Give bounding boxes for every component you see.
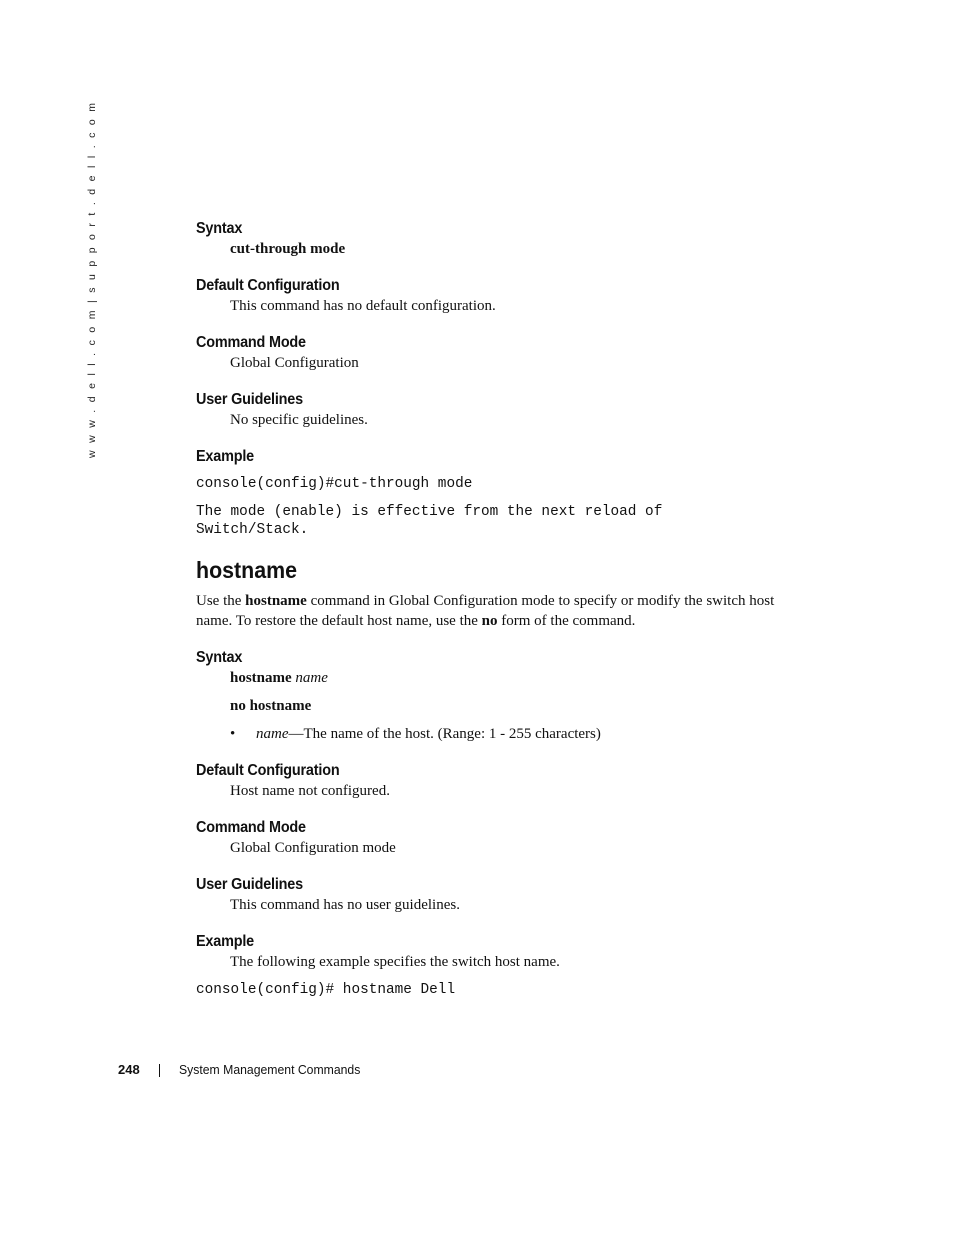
default-config-heading: Default Configuration [196,277,340,294]
hostname-default-heading: Default Configuration [196,762,340,779]
page-content [196,219,806,999]
hostname-guidelines-value: This command has no user guidelines. [230,897,460,913]
parameter-list-item: • name—The name of the host. (Range: 1 - 255 characters) [230,726,601,742]
hostname-intro: Use the hostname command in Global Configuration mode to specify or modify the switch host name. To restore the default host name, use the no form of the command. [196,593,775,629]
syntax-heading: Syntax [196,220,243,237]
hostname-mode-value: Global Configuration mode [230,840,396,856]
hostname-syntax-no: no hostname [230,698,312,714]
example-code-output: The mode (enable) is effective from the next reload of Switch/Stack. [196,504,663,538]
hostname-default-value: Host name not configured. [230,783,390,799]
user-guidelines-value: No specific guidelines. [230,412,368,428]
footer-divider [159,1064,160,1077]
side-url-tab [86,100,106,460]
command-mode-heading: Command Mode [196,334,306,351]
side-url-text: w w w . d e l l . c o m | s u p p o r t . d e l l . c o m [86,100,98,458]
example-code-line: console(config)#cut-through mode [196,476,473,492]
section-title-hostname: hostname [196,557,298,583]
syntax-value: cut-through mode [230,241,346,257]
chapter-title: System Management Commands [179,1062,361,1077]
command-mode-value: Global Configuration [230,355,359,371]
page-footer [118,1061,372,1079]
default-config-value: This command has no default configuration. [230,298,496,314]
user-guidelines-heading: User Guidelines [196,391,303,408]
page-number: 248 [118,1062,140,1077]
hostname-mode-heading: Command Mode [196,819,306,836]
hostname-syntax-heading: Syntax [196,649,243,666]
hostname-example-code: console(config)# hostname Dell [196,982,456,998]
example-heading: Example [196,448,254,465]
hostname-example-heading: Example [196,933,254,950]
hostname-guidelines-heading: User Guidelines [196,876,303,893]
hostname-syntax-command: hostname name [230,670,328,686]
hostname-example-text: The following example specifies the switch host name. [230,954,560,970]
